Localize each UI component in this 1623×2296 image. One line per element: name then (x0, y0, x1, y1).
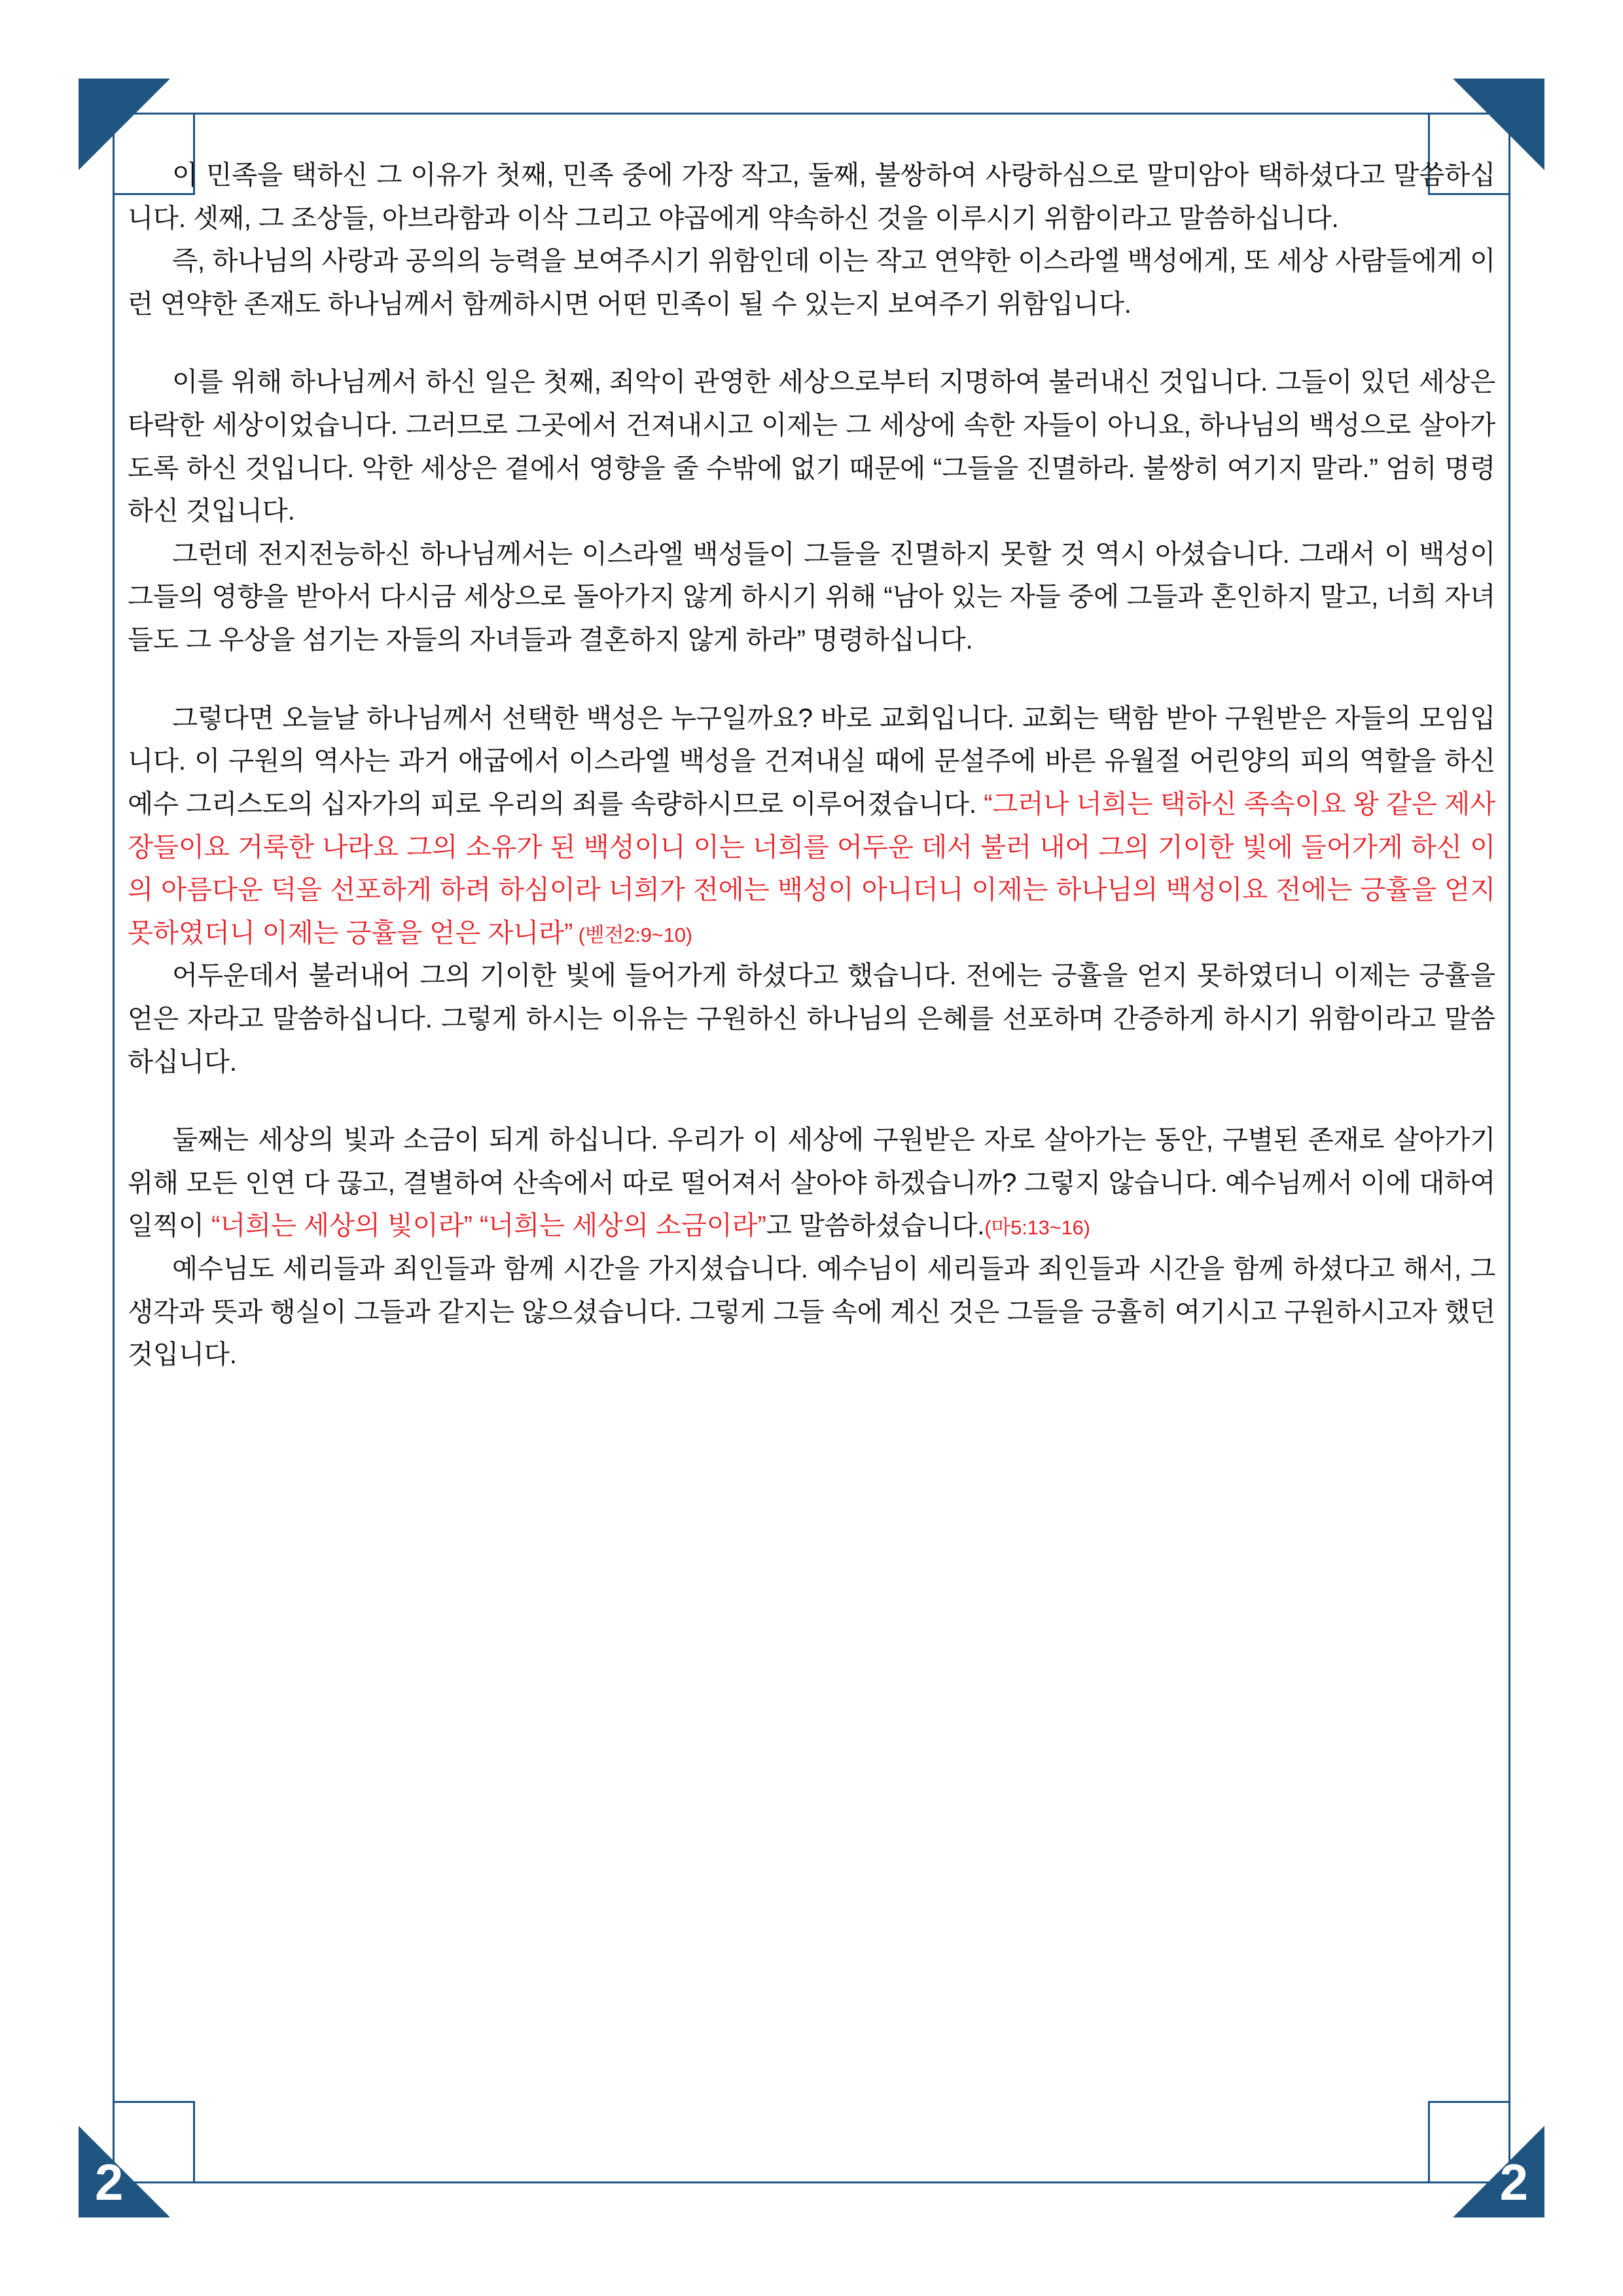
paragraph-text: 둘째는 세상의 빛과 소금이 되게 하십니다. 우리가 이 세상에 구원받은 자로 살아가는 동안, 구별된 존재로 살아가기 위해 모든 인연 다 끊고, 결별하여 산속에서 따로 떨어져서 살아야 하겠습니까? 그렇지 않습니다. 예수님께서 이에 대하여 일찍이 (128, 1124, 1495, 1241)
paragraph-8 (128, 1247, 1495, 1376)
paragraph-text: 예수님도 세리들과 죄인들과 함께 시간을 가지셨습니다. 예수님이 세리들과 죄인들과 시간을 함께 하셨다고 해서, 그 생각과 뜻과 행실이 그들과 같지는 않으셨습니다. 그렇게 그들 속에 계신 것은 그들을 긍휼히 여기시고 구원하시고자 했던 것입니다. (128, 1253, 1495, 1370)
paragraph-text: 고 말씀하셨습니다. (766, 1210, 985, 1241)
paragraph-spacer (128, 325, 1495, 361)
paragraph-text: 그런데 전지전능하신 하나님께서는 이스라엘 백성들이 그들을 진멸하지 못할 것 역시 아셨습니다. 그래서 이 백성이 그들의 영향을 받아서 다시금 세상으로 돌아가지 않게 하시기 위해 “남아 있는 자들 중에 그들과 혼인하지 말고, 너희 자녀들도 그 우상을 섬기는 자들의 자녀들과 결혼하지 않게 하라” 명령하십니다. (128, 538, 1495, 655)
paragraph-1 (128, 154, 1495, 240)
border-rule-right (1508, 190, 1510, 2106)
corner-line (1428, 2101, 1510, 2183)
document-body (128, 154, 1495, 1376)
paragraph-spacer (128, 662, 1495, 697)
paragraph-3 (128, 361, 1495, 532)
paragraph-spacer (128, 1083, 1495, 1119)
scripture-reference: (마5:13~16) (984, 1216, 1090, 1240)
paragraph-5 (128, 697, 1495, 955)
paragraph-text: 그렇다면 오늘날 하나님께서 선택한 백성은 누구일까요? 바로 교회입니다. 교회는 택함 받아 구원받은 자들의 모임입니다. 이 구원의 역사는 과거 애굽에서 이스라엘 백성을 건져내실 때에 문설주에 바른 유월절 어린양의 피의 역할을 하신 예수 그리스도의 십자가의 피로 우리의 죄를 속량하시므로 이루어졌습니다. (128, 702, 1495, 819)
border-rule-left (113, 190, 115, 2106)
border-rule-top (190, 113, 1433, 115)
page-number-right: 2 (1499, 2153, 1528, 2211)
paragraph-text: 이 민족을 택하신 그 이유가 첫째, 민족 중에 가장 작고, 둘째, 불쌍하여 사랑하심으로 말미암아 택하셨다고 말씀하십니다. 셋째, 그 조상들, 아브라함과 이삭 그리고 야곱에게 약속하신 것을 이루시기 위함이라고 말씀하십니다. (128, 160, 1495, 233)
paragraph-7 (128, 1119, 1495, 1247)
paragraph-text: 어두운데서 불러내어 그의 기이한 빛에 들어가게 하셨다고 했습니다. 전에는 긍휼을 얻지 못하였더니 이제는 긍휼을 얻은 자라고 말씀하십니다. 그렇게 하시는 이유는 구원하신 하나님의 은혜를 선포하며 간증하게 하시기 위함이라고 말씀하십니다. (128, 960, 1495, 1077)
scripture-quote: “그러나 너희는 택하신 족속이요 왕 같은 제사장들이요 거룩한 나라요 그의 소유가 된 백성이니 이는 너희를 어두운 데서 불러 내어 그의 기이한 빛에 들어가게 하신 이의 아름다운 덕을 선포하게 하려 하심이라 너희가 전에는 백성이 아니더니 이제는 하나님의 백성이요 전에는 긍휼을 얻지 못하였더니 이제는 긍휼을 얻은 자니라” (128, 788, 1495, 948)
scripture-reference: (벧전2:9~10) (573, 923, 692, 946)
page-number-left: 2 (95, 2153, 124, 2211)
paragraph-text: 즉, 하나님의 사랑과 공의의 능력을 보여주시기 위함인데 이는 작고 연약한 이스라엘 백성에게, 또 세상 사람들에게 이런 연약한 존재도 하나님께서 함께하시면 어떤 민족이 될 수 있는지 보여주기 위함입니다. (128, 245, 1495, 319)
corner-line (113, 2101, 195, 2183)
paragraph-text: 이를 위해 하나님께서 하신 일은 첫째, 죄악이 관영한 세상으로부터 지명하여 불러내신 것입니다. 그들이 있던 세상은 타락한 세상이었습니다. 그러므로 그곳에서 건져내시고 이제는 그 세상에 속한 자들이 아니요, 하나님의 백성으로 살아가도록 하신 것입니다. 악한 세상은 곁에서 영향을 줄 수밖에 없기 때문에 “그들을 진멸하라. 불쌍히 여기지 말라.” 엄히 명령하신 것입니다. (128, 367, 1495, 526)
scripture-quote: “너희는 세상의 빛이라” “너희는 세상의 소금이라” (211, 1210, 766, 1241)
paragraph-4 (128, 533, 1495, 662)
paragraph-6 (128, 954, 1495, 1083)
paragraph-2 (128, 240, 1495, 325)
border-rule-bottom (190, 2181, 1433, 2183)
